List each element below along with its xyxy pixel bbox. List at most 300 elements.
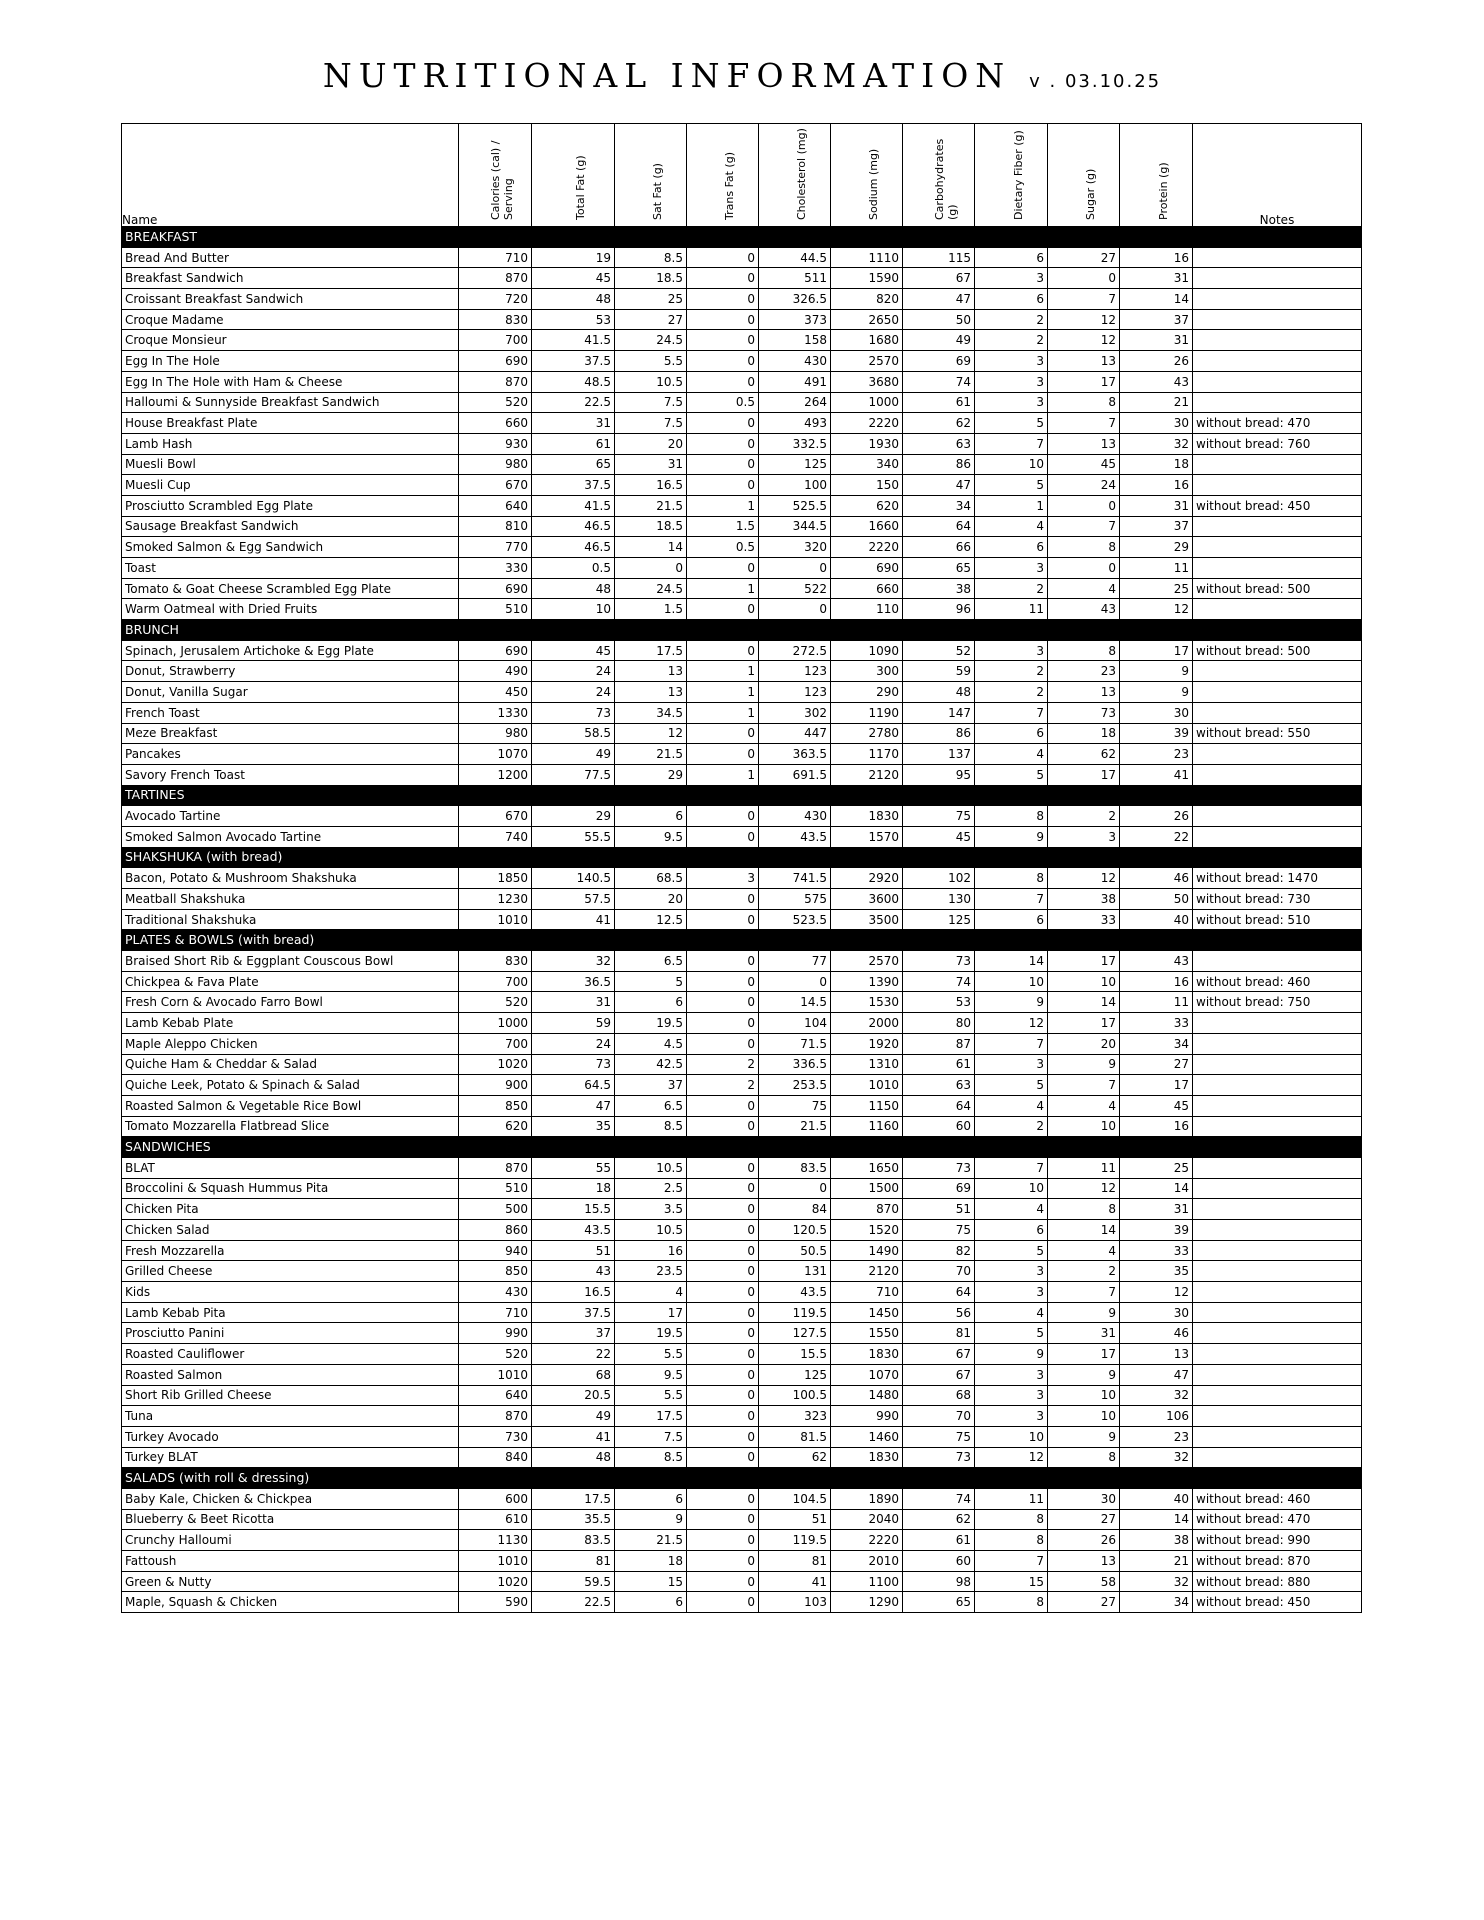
item-name-cell: Spinach, Jerusalem Artichoke & Egg Plate	[122, 640, 459, 661]
value-cell: 740	[459, 826, 532, 847]
item-name-cell: Croque Monsieur	[122, 330, 459, 351]
item-name-cell: Roasted Salmon	[122, 1364, 459, 1385]
value-cell: 62	[903, 413, 975, 434]
table-row	[122, 1509, 1362, 1530]
value-cell: 0	[759, 558, 831, 579]
column-header-notes: Notes	[1193, 124, 1362, 227]
value-cell: 59.5	[532, 1571, 615, 1592]
value-cell: 31	[1048, 1323, 1120, 1344]
item-name-cell: Green & Nutty	[122, 1571, 459, 1592]
item-name-cell: Braised Short Rib & Eggplant Couscous Bowl	[122, 951, 459, 972]
value-cell: 620	[831, 495, 903, 516]
value-cell: 17.5	[532, 1488, 615, 1509]
table-row	[122, 1592, 1362, 1613]
column-header-sodium: Sodium (mg)	[831, 124, 903, 227]
value-cell: 4	[975, 1095, 1048, 1116]
item-name-cell: Maple, Squash & Chicken	[122, 1592, 459, 1613]
item-name-cell: Lamb Kebab Pita	[122, 1302, 459, 1323]
item-name-cell: Avocado Tartine	[122, 806, 459, 827]
value-cell: 2220	[831, 1530, 903, 1551]
item-name-cell: Prosciutto Scrambled Egg Plate	[122, 495, 459, 516]
value-cell: 2	[975, 1116, 1048, 1137]
value-cell: 1150	[831, 1095, 903, 1116]
value-cell: 26	[1048, 1530, 1120, 1551]
notes-cell: without bread: 880	[1193, 1571, 1362, 1592]
value-cell: 0.5	[532, 558, 615, 579]
value-cell: 700	[459, 971, 532, 992]
value-cell: 0	[687, 1509, 759, 1530]
table-row	[122, 495, 1362, 516]
value-cell: 81	[532, 1551, 615, 1572]
value-cell: 69	[903, 1178, 975, 1199]
value-cell: 2	[975, 330, 1048, 351]
value-cell: 10.5	[615, 1220, 687, 1241]
table-row	[122, 516, 1362, 537]
value-cell: 67	[903, 1344, 975, 1365]
value-cell: 73	[903, 1157, 975, 1178]
value-cell: 9	[1048, 1054, 1120, 1075]
value-cell: 18	[532, 1178, 615, 1199]
value-cell: 21.5	[615, 744, 687, 765]
value-cell: 0	[615, 558, 687, 579]
value-cell: 7	[1048, 516, 1120, 537]
value-cell: 12	[975, 1013, 1048, 1034]
item-name-cell: Broccolini & Squash Hummus Pita	[122, 1178, 459, 1199]
value-cell: 1830	[831, 1344, 903, 1365]
value-cell: 8	[975, 1509, 1048, 1530]
notes-cell: without bread: 990	[1193, 1530, 1362, 1551]
value-cell: 690	[459, 578, 532, 599]
item-name-cell: Meatball Shakshuka	[122, 889, 459, 910]
item-name-cell: Quiche Leek, Potato & Spinach & Salad	[122, 1075, 459, 1096]
value-cell: 7.5	[615, 413, 687, 434]
value-cell: 490	[459, 661, 532, 682]
value-cell: 86	[903, 454, 975, 475]
value-cell: 3680	[831, 371, 903, 392]
value-cell: 10	[975, 971, 1048, 992]
column-header-protein: Protein (g)	[1120, 124, 1193, 227]
notes-cell: without bread: 510	[1193, 909, 1362, 930]
value-cell: 63	[903, 1075, 975, 1096]
value-cell: 13	[615, 682, 687, 703]
value-cell: 24	[1048, 475, 1120, 496]
value-cell: 12	[1048, 1178, 1120, 1199]
value-cell: 14	[975, 951, 1048, 972]
value-cell: 302	[759, 702, 831, 723]
notes-cell	[1193, 1157, 1362, 1178]
value-cell: 0	[687, 309, 759, 330]
value-cell: 3	[975, 1406, 1048, 1427]
value-cell: 1010	[459, 1364, 532, 1385]
value-cell: 7	[1048, 1075, 1120, 1096]
value-cell: 4	[975, 1199, 1048, 1220]
value-cell: 1310	[831, 1054, 903, 1075]
value-cell: 1020	[459, 1054, 532, 1075]
item-name-cell: Turkey Avocado	[122, 1426, 459, 1447]
value-cell: 6	[615, 992, 687, 1013]
value-cell: 0	[687, 351, 759, 372]
notes-cell	[1193, 1033, 1362, 1054]
value-cell: 1330	[459, 702, 532, 723]
value-cell: 23	[1120, 1426, 1193, 1447]
value-cell: 102	[903, 868, 975, 889]
item-name-cell: Egg In The Hole	[122, 351, 459, 372]
value-cell: 14.5	[759, 992, 831, 1013]
value-cell: 62	[903, 1509, 975, 1530]
value-cell: 741.5	[759, 868, 831, 889]
value-cell: 37.5	[532, 1302, 615, 1323]
value-cell: 10	[532, 599, 615, 620]
value-cell: 44.5	[759, 247, 831, 268]
value-cell: 8	[1048, 537, 1120, 558]
value-cell: 332.5	[759, 433, 831, 454]
value-cell: 1390	[831, 971, 903, 992]
table-row	[122, 1571, 1362, 1592]
value-cell: 38	[1048, 889, 1120, 910]
table-row	[122, 1447, 1362, 1468]
value-cell: 31	[532, 413, 615, 434]
table-row	[122, 578, 1362, 599]
value-cell: 0	[687, 433, 759, 454]
notes-cell	[1193, 1075, 1362, 1096]
value-cell: 123	[759, 682, 831, 703]
value-cell: 4	[615, 1282, 687, 1303]
value-cell: 1100	[831, 1571, 903, 1592]
value-cell: 66	[903, 537, 975, 558]
value-cell: 1.5	[615, 599, 687, 620]
value-cell: 62	[759, 1447, 831, 1468]
value-cell: 37	[532, 1323, 615, 1344]
value-cell: 0	[687, 289, 759, 310]
notes-cell	[1193, 289, 1362, 310]
item-name-cell: Croissant Breakfast Sandwich	[122, 289, 459, 310]
value-cell: 730	[459, 1426, 532, 1447]
item-name-cell: Roasted Cauliflower	[122, 1344, 459, 1365]
value-cell: 20	[615, 433, 687, 454]
value-cell: 7	[1048, 1282, 1120, 1303]
value-cell: 2650	[831, 309, 903, 330]
value-cell: 137	[903, 744, 975, 765]
value-cell: 0	[687, 1095, 759, 1116]
value-cell: 511	[759, 268, 831, 289]
value-cell: 5.5	[615, 1385, 687, 1406]
value-cell: 71.5	[759, 1033, 831, 1054]
value-cell: 1200	[459, 764, 532, 785]
value-cell: 1490	[831, 1240, 903, 1261]
table-row	[122, 1075, 1362, 1096]
value-cell: 0.5	[687, 392, 759, 413]
value-cell: 14	[1048, 1220, 1120, 1241]
value-cell: 930	[459, 433, 532, 454]
value-cell: 870	[831, 1199, 903, 1220]
nutrition-table	[121, 123, 1362, 1613]
value-cell: 21.5	[759, 1116, 831, 1137]
value-cell: 5	[615, 971, 687, 992]
table-row	[122, 1302, 1362, 1323]
value-cell: 34	[1120, 1592, 1193, 1613]
value-cell: 14	[1120, 1178, 1193, 1199]
value-cell: 0	[687, 413, 759, 434]
value-cell: 33	[1120, 1013, 1193, 1034]
value-cell: 6	[615, 1592, 687, 1613]
value-cell: 86	[903, 723, 975, 744]
value-cell: 95	[903, 764, 975, 785]
value-cell: 575	[759, 889, 831, 910]
value-cell: 1930	[831, 433, 903, 454]
value-cell: 340	[831, 454, 903, 475]
value-cell: 0	[1048, 495, 1120, 516]
value-cell: 10	[1048, 1385, 1120, 1406]
value-cell: 2120	[831, 1261, 903, 1282]
value-cell: 1530	[831, 992, 903, 1013]
value-cell: 1.5	[687, 516, 759, 537]
notes-cell	[1193, 1199, 1362, 1220]
value-cell: 710	[831, 1282, 903, 1303]
value-cell: 50	[1120, 889, 1193, 910]
value-cell: 18	[615, 1551, 687, 1572]
value-cell: 4	[1048, 1240, 1120, 1261]
table-row	[122, 433, 1362, 454]
value-cell: 120.5	[759, 1220, 831, 1241]
value-cell: 43	[1120, 951, 1193, 972]
value-cell: 9	[975, 992, 1048, 1013]
value-cell: 690	[831, 558, 903, 579]
value-cell: 8	[1048, 640, 1120, 661]
value-cell: 8	[1048, 1447, 1120, 1468]
value-cell: 25	[615, 289, 687, 310]
notes-cell	[1193, 1220, 1362, 1241]
value-cell: 7	[975, 433, 1048, 454]
notes-cell	[1193, 744, 1362, 765]
value-cell: 320	[759, 537, 831, 558]
value-cell: 0	[687, 1344, 759, 1365]
table-row	[122, 1178, 1362, 1199]
value-cell: 74	[903, 1488, 975, 1509]
value-cell: 8	[975, 868, 1048, 889]
value-cell: 15	[975, 1571, 1048, 1592]
value-cell: 0	[687, 723, 759, 744]
value-cell: 2	[687, 1075, 759, 1096]
section-title: SHAKSHUKA (with bread)	[122, 847, 1362, 868]
value-cell: 17	[615, 1302, 687, 1323]
table-row	[122, 1530, 1362, 1551]
value-cell: 700	[459, 1033, 532, 1054]
value-cell: 2570	[831, 351, 903, 372]
value-cell: 39	[1120, 1220, 1193, 1241]
item-name-cell: Warm Oatmeal with Dried Fruits	[122, 599, 459, 620]
value-cell: 18.5	[615, 268, 687, 289]
value-cell: 2	[687, 1054, 759, 1075]
value-cell: 12	[1120, 599, 1193, 620]
value-cell: 1	[687, 702, 759, 723]
value-cell: 23.5	[615, 1261, 687, 1282]
value-cell: 42.5	[615, 1054, 687, 1075]
item-name-cell: Sausage Breakfast Sandwich	[122, 516, 459, 537]
value-cell: 1890	[831, 1488, 903, 1509]
value-cell: 6	[975, 247, 1048, 268]
notes-cell	[1193, 1364, 1362, 1385]
value-cell: 2	[975, 682, 1048, 703]
value-cell: 70	[903, 1406, 975, 1427]
table-row	[122, 971, 1362, 992]
value-cell: 13	[1120, 1344, 1193, 1365]
value-cell: 620	[459, 1116, 532, 1137]
table-row	[122, 475, 1362, 496]
value-cell: 48	[532, 1447, 615, 1468]
value-cell: 45	[532, 640, 615, 661]
value-cell: 6	[975, 537, 1048, 558]
value-cell: 640	[459, 1385, 532, 1406]
value-cell: 30	[1120, 1302, 1193, 1323]
value-cell: 17	[1048, 1013, 1120, 1034]
value-cell: 51	[903, 1199, 975, 1220]
value-cell: 24.5	[615, 578, 687, 599]
item-name-cell: French Toast	[122, 702, 459, 723]
value-cell: 2000	[831, 1013, 903, 1034]
table-row	[122, 661, 1362, 682]
value-cell: 1170	[831, 744, 903, 765]
value-cell: 4	[975, 516, 1048, 537]
value-cell: 81.5	[759, 1426, 831, 1447]
value-cell: 16.5	[532, 1282, 615, 1303]
value-cell: 660	[459, 413, 532, 434]
value-cell: 47	[903, 475, 975, 496]
value-cell: 4.5	[615, 1033, 687, 1054]
value-cell: 125	[759, 1364, 831, 1385]
value-cell: 0	[687, 1385, 759, 1406]
value-cell: 23	[1120, 744, 1193, 765]
value-cell: 670	[459, 806, 532, 827]
value-cell: 30	[1120, 413, 1193, 434]
item-name-cell: House Breakfast Plate	[122, 413, 459, 434]
value-cell: 830	[459, 309, 532, 330]
value-cell: 3	[687, 868, 759, 889]
notes-cell: without bread: 500	[1193, 578, 1362, 599]
value-cell: 0	[687, 247, 759, 268]
value-cell: 870	[459, 1157, 532, 1178]
value-cell: 69	[903, 351, 975, 372]
value-cell: 2	[975, 661, 1048, 682]
value-cell: 0	[687, 889, 759, 910]
value-cell: 41.5	[532, 330, 615, 351]
item-name-cell: Bacon, Potato & Mushroom Shakshuka	[122, 868, 459, 889]
notes-cell: without bread: 1470	[1193, 868, 1362, 889]
value-cell: 59	[532, 1013, 615, 1034]
value-cell: 25	[1120, 578, 1193, 599]
value-cell: 12	[1048, 330, 1120, 351]
value-cell: 10.5	[615, 371, 687, 392]
value-cell: 0	[1048, 268, 1120, 289]
item-name-cell: Crunchy Halloumi	[122, 1530, 459, 1551]
table-row	[122, 1013, 1362, 1034]
value-cell: 45	[1120, 1095, 1193, 1116]
table-row	[122, 951, 1362, 972]
table-row	[122, 1344, 1362, 1365]
value-cell: 131	[759, 1261, 831, 1282]
value-cell: 2	[1048, 1261, 1120, 1282]
table-row	[122, 1054, 1362, 1075]
value-cell: 1570	[831, 826, 903, 847]
table-row	[122, 640, 1362, 661]
table-row	[122, 268, 1362, 289]
value-cell: 525.5	[759, 495, 831, 516]
value-cell: 520	[459, 392, 532, 413]
value-cell: 140.5	[532, 868, 615, 889]
value-cell: 147	[903, 702, 975, 723]
value-cell: 0	[687, 909, 759, 930]
notes-cell	[1193, 1385, 1362, 1406]
table-row	[122, 558, 1362, 579]
value-cell: 46.5	[532, 537, 615, 558]
value-cell: 9	[975, 1344, 1048, 1365]
value-cell: 13	[615, 661, 687, 682]
value-cell: 870	[459, 268, 532, 289]
value-cell: 57.5	[532, 889, 615, 910]
value-cell: 83.5	[759, 1157, 831, 1178]
value-cell: 110	[831, 599, 903, 620]
notes-cell	[1193, 1054, 1362, 1075]
value-cell: 41.5	[532, 495, 615, 516]
value-cell: 33	[1120, 1240, 1193, 1261]
value-cell: 344.5	[759, 516, 831, 537]
notes-cell	[1193, 1447, 1362, 1468]
value-cell: 272.5	[759, 640, 831, 661]
value-cell: 24.5	[615, 330, 687, 351]
value-cell: 73	[532, 702, 615, 723]
value-cell: 1450	[831, 1302, 903, 1323]
table-row	[122, 1282, 1362, 1303]
value-cell: 8	[975, 1592, 1048, 1613]
notes-cell	[1193, 951, 1362, 972]
value-cell: 84	[759, 1199, 831, 1220]
value-cell: 103	[759, 1592, 831, 1613]
page-title: NUTRITIONAL INFORMATION	[322, 56, 1012, 95]
value-cell: 12	[975, 1447, 1048, 1468]
section-header-row	[122, 847, 1362, 868]
value-cell: 38	[1120, 1530, 1193, 1551]
table-row	[122, 1323, 1362, 1344]
value-cell: 17	[1048, 764, 1120, 785]
value-cell: 510	[459, 1178, 532, 1199]
value-cell: 22	[532, 1344, 615, 1365]
column-header-name: Name	[122, 124, 459, 227]
value-cell: 326.5	[759, 289, 831, 310]
table-row	[122, 1220, 1362, 1241]
value-cell: 130	[903, 889, 975, 910]
value-cell: 491	[759, 371, 831, 392]
value-cell: 0	[687, 971, 759, 992]
column-header-calories: Calories (cal) / Serving	[459, 124, 532, 227]
value-cell: 3	[975, 268, 1048, 289]
value-cell: 7	[975, 1157, 1048, 1178]
value-cell: 430	[759, 351, 831, 372]
value-cell: 373	[759, 309, 831, 330]
value-cell: 77.5	[532, 764, 615, 785]
table-row	[122, 1385, 1362, 1406]
value-cell: 1650	[831, 1157, 903, 1178]
value-cell: 7.5	[615, 1426, 687, 1447]
value-cell: 610	[459, 1509, 532, 1530]
value-cell: 522	[759, 578, 831, 599]
value-cell: 35.5	[532, 1509, 615, 1530]
value-cell: 0	[687, 1199, 759, 1220]
table-row	[122, 1095, 1362, 1116]
value-cell: 3	[975, 392, 1048, 413]
notes-cell	[1193, 1406, 1362, 1427]
value-cell: 7	[975, 889, 1048, 910]
value-cell: 5	[975, 1323, 1048, 1344]
value-cell: 29	[532, 806, 615, 827]
